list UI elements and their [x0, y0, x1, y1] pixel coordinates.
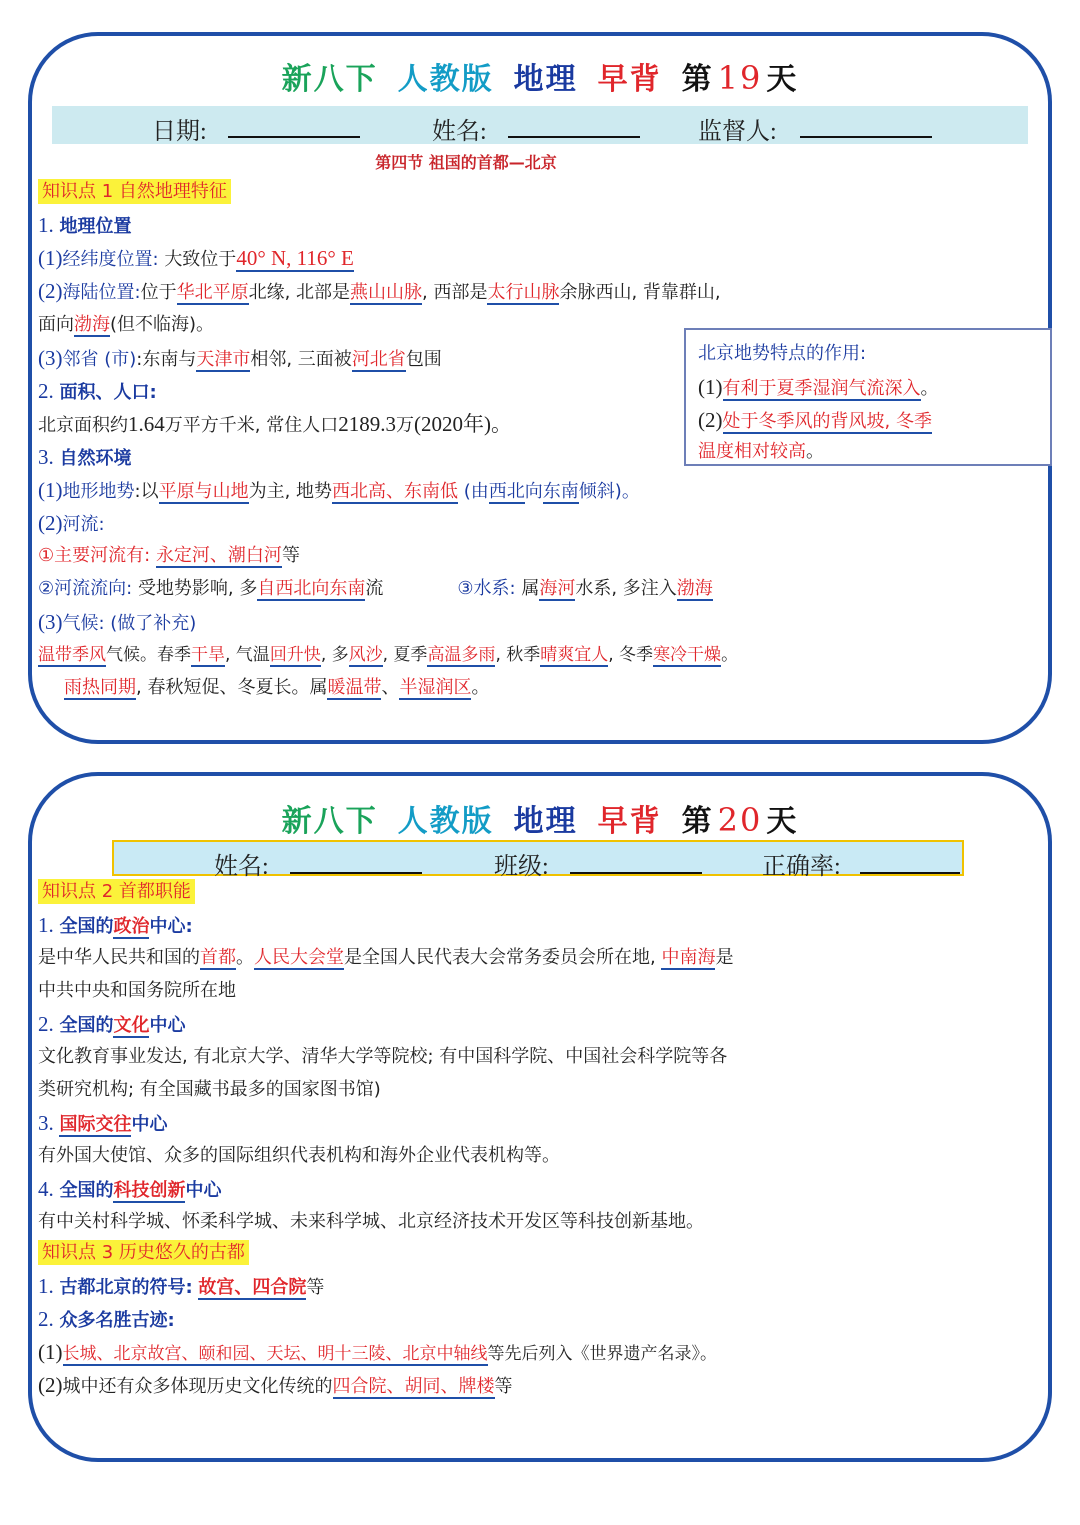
heading-location: 1. 地理位置 — [38, 213, 132, 237]
info-band — [112, 840, 964, 880]
title-grade: 新八下 — [281, 62, 378, 97]
line-terrain: (1)地形地势:以平原与山地为主, 地势西北高、东南低 (由西北向东南倾斜)。 — [38, 478, 640, 502]
title-di: 第 — [681, 62, 714, 97]
line-sea-land: (2)海陆位置:位于华北平原北缘, 北部是燕山山脉, 西部是太行山脉余脉西山, 背靠群山, — [38, 279, 721, 303]
line-area-pop: 北京面积约1.64万平方千米, 常住人口2189.3万(2020年)。 — [38, 412, 512, 436]
accuracy-label: 正确率: — [762, 854, 841, 880]
knowledge-point-2 — [38, 880, 195, 904]
supervisor-field[interactable] — [800, 136, 932, 138]
title-tian: 天 — [766, 62, 799, 97]
title-edition: 人教版 — [397, 62, 494, 97]
box-item-2: (2)处于冬季风的背风坡, 冬季 — [698, 408, 932, 432]
heading-innovation: 4. 全国的科技创新中心 — [38, 1177, 222, 1201]
line-latlon: (1)经纬度位置: 大致位于40° N, 116° E — [38, 246, 354, 270]
line-neighbors: (3)邻省 (市):东南与天津市相邻, 三面被河北省包围 — [38, 346, 442, 370]
line-cultural-1: 文化教育事业发达, 有北京大学、清华大学等院校; 有中国科学院、中国社会科学院等各 — [38, 1046, 728, 1067]
line-international: 有外国大使馆、众多的国际组织代表机构和海外企业代表机构等。 — [38, 1145, 560, 1166]
line-climate: 温带季风气候。春季干旱, 气温回升快, 多风沙, 夏季高温多雨, 秋季晴爽宜人, 冬季寒冷干燥。 — [38, 645, 739, 665]
card-title — [32, 796, 1048, 840]
line-main-rivers: ①主要河流有: 永定河、潮白河等 — [38, 545, 300, 566]
box-item-2-cont: 温度相对较高。 — [698, 441, 824, 462]
title-subject: 地理 — [513, 804, 578, 839]
accuracy-field[interactable] — [860, 872, 960, 874]
heading-area: 2. 面积、人口: — [38, 379, 157, 403]
line-political-1: 是中华人民共和国的首都。人民大会堂是全国人民代表大会常务委员会所在地, 中南海是 — [38, 947, 734, 968]
box-item-1: (1)有利于夏季湿润气流深入。 — [698, 375, 939, 399]
heading-environment: 3. 自然环境 — [38, 445, 132, 469]
title-edition: 人教版 — [397, 804, 494, 839]
info-band — [52, 106, 1028, 144]
title-tian: 天 — [766, 804, 799, 839]
box-title: 北京地势特点的作用: — [698, 343, 867, 364]
name-label: 姓名: — [214, 854, 269, 880]
terrain-effect-box — [684, 328, 1052, 466]
line-rivers: (2)河流: — [38, 511, 105, 535]
line-heritage: (1)长城、北京故宫、颐和园、天坛、明十三陵、北京中轴线等先后列入《世界遗产名录》。 — [38, 1340, 717, 1364]
name-field[interactable] — [508, 136, 640, 138]
section-title: 第四节 祖国的首都—北京 — [375, 153, 557, 172]
heading-cultural: 2. 全国的文化中心 — [38, 1012, 186, 1036]
line-hutong: (2)城中还有众多体现历史文化传统的四合院、胡同、牌楼等 — [38, 1373, 513, 1397]
card-title — [32, 54, 1048, 98]
title-day-number: 19 — [717, 59, 763, 97]
class-field[interactable] — [570, 872, 702, 874]
title-subject: 地理 — [513, 62, 578, 97]
title-day-number: 20 — [717, 801, 763, 839]
heading-international: 3. 国际交往中心 — [38, 1111, 168, 1135]
title-grade: 新八下 — [281, 804, 378, 839]
date-field[interactable] — [228, 136, 360, 138]
knowledge-point-1 — [38, 180, 231, 204]
knowledge-point-3 — [38, 1241, 249, 1265]
heading-sites: 2. 众多名胜古迹: — [38, 1307, 175, 1331]
title-morning: 早背 — [597, 62, 662, 97]
supervisor-label: 监督人: — [698, 119, 777, 145]
title-morning: 早背 — [597, 804, 662, 839]
line-climate-head: (3)气候: (做了补充) — [38, 610, 197, 634]
line-bohai: 面向渤海(但不临海)。 — [38, 314, 215, 335]
line-innovation: 有中关村科学城、怀柔科学城、未来科学城、北京经济技术开发区等科技创新基地。 — [38, 1211, 704, 1232]
line-climate-2: 雨热同期, 春秋短促、冬夏长。属暖温带、半湿润区。 — [64, 677, 490, 698]
line-political-2: 中共中央和国务院所在地 — [38, 980, 236, 1001]
kp3-highlight: 知识点 3 历史悠久的古都 — [38, 1240, 249, 1265]
name-field[interactable] — [290, 872, 422, 874]
name-label: 姓名: — [432, 119, 487, 145]
title-di: 第 — [681, 804, 714, 839]
date-label: 日期: — [152, 119, 207, 145]
class-label: 班级: — [494, 854, 549, 880]
line-cultural-2: 类研究机构; 有全国藏书最多的国家图书馆) — [38, 1079, 381, 1100]
line-river-flow: ②河流流向: 受地势影响, 多自西北向东南流 ③水系: 属海河水系, 多注入渤海 — [38, 578, 713, 599]
kp1-highlight: 知识点 1 自然地理特征 — [38, 179, 231, 204]
heading-political: 1. 全国的政治中心: — [38, 913, 193, 937]
kp2-highlight: 知识点 2 首都职能 — [38, 879, 195, 904]
heading-symbols: 1. 古都北京的符号: 故宫、四合院等 — [38, 1274, 325, 1298]
